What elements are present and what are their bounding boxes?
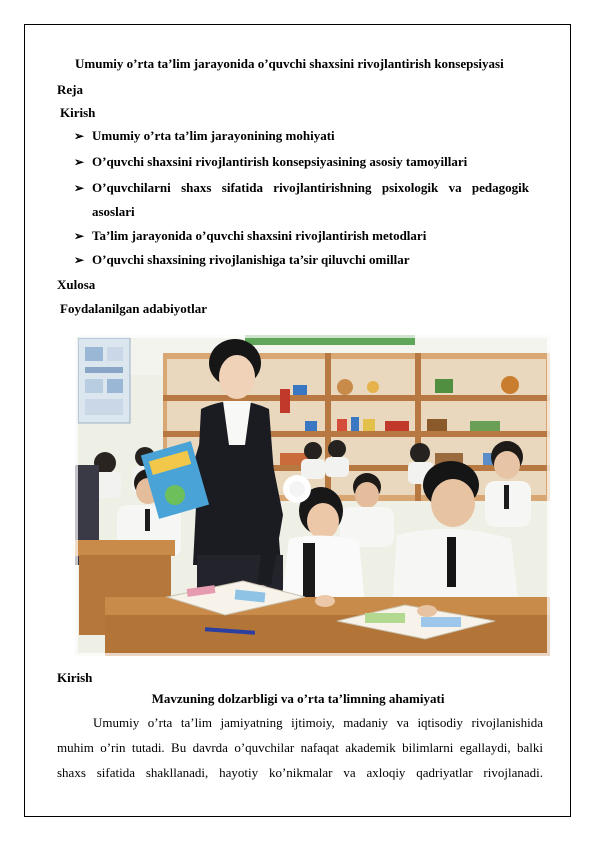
plan-item-4: Ta’lim jarayonida o’quvchi shaxsini rivojlantirish metodlari <box>92 228 427 243</box>
arrow-bullet-icon: ➢ <box>74 181 85 195</box>
paragraph-line-3: shaxs sifatida shakllanadi, hayotiy ko’nikmalar va axloqiy qadriyatlar rivojlanadi. <box>57 765 543 780</box>
section-label: Kirish <box>57 670 93 685</box>
document-title: Umumiy o’rta ta’lim jarayonida o’quvchi shaxsini rivojlantirish konsepsiyasi <box>75 56 504 71</box>
arrow-bullet-icon: ➢ <box>74 155 85 169</box>
plan-item-3-continuation: asoslari <box>92 204 135 219</box>
paragraph-line-2: muhim o’rin tutadi. Bu davrda o’quvchilar nafaqat akademik bilimlarni egallaydi, balki <box>57 740 543 755</box>
references-label: Foydalanilgan adabiyotlar <box>60 301 207 316</box>
arrow-bullet-icon: ➢ <box>74 253 85 267</box>
conclusion-label: Xulosa <box>57 277 96 292</box>
plan-item-2: O’quvchi shaxsini rivojlantirish konsepsiyasining asosiy tamoyillari <box>92 154 468 169</box>
plan-label: Reja <box>57 82 83 97</box>
classroom-photo <box>75 335 550 656</box>
plan-item-3: O’quvchilarni shaxs sifatida rivojlantirishning psixologik va pedagogik <box>92 180 529 195</box>
plan-item-1: Umumiy o’rta ta’lim jarayonining mohiyati <box>92 128 335 143</box>
arrow-bullet-icon: ➢ <box>74 129 85 143</box>
section-heading: Mavzuning dolzarbligi va o’rta ta’limning ahamiyati <box>151 691 445 706</box>
arrow-bullet-icon: ➢ <box>74 229 85 243</box>
paragraph-line-1 <box>57 715 543 731</box>
paragraph-text-1: Umumiy o’rta ta’lim jamiyatning ijtimoiy, madaniy va iqtisodiy rivojlanishida <box>93 715 543 730</box>
plan-item-5: O’quvchi shaxsining rivojlanishiga ta’sir qiluvchi omillar <box>92 252 410 267</box>
classroom-illustration <box>75 335 550 656</box>
intro-label: Kirish <box>60 105 96 120</box>
